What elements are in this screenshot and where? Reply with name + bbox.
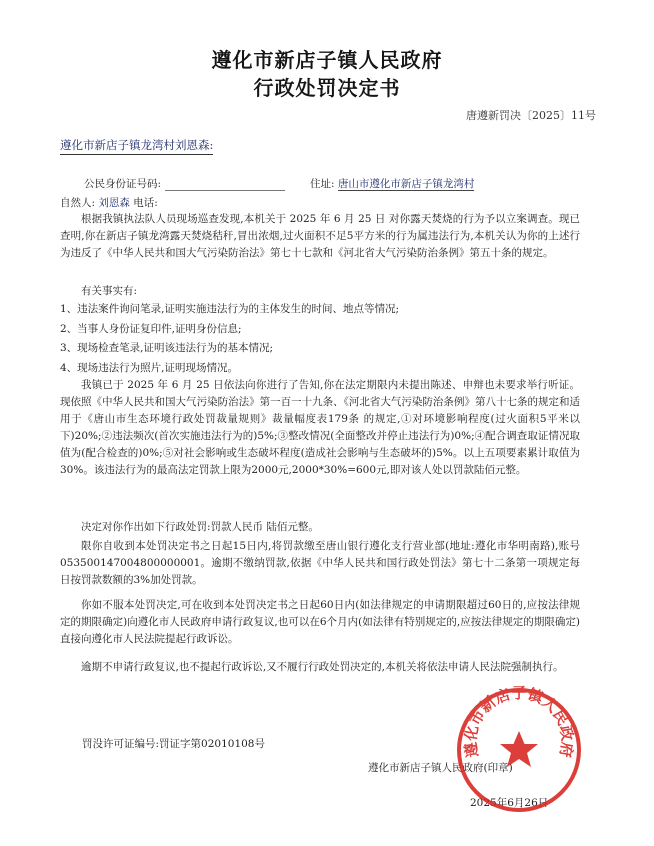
address-row [310, 176, 474, 191]
appeal-paragraph: 你如不服本处罚决定,可在收到本处罚决定书之日起60日内(如法律规定的申请期限超过60日的,应按法律规定的期限确定)向遵化市人民政府申请行政复议,也可以在6个月内(如法律有特别规定的,应按法律规定的期限确定)直接向遵化市人民法院提起行政诉讼。 [60, 599, 580, 645]
document-number: 唐遵新罚决〔2025〕11号 [466, 109, 596, 122]
legal-basis-paragraph: 我镇已于 2025 年 6 月 25 日依法向你进行了告知,你在法定期限内未提出陈述、申辩也未要求举行听证。现依照《中华人民共和国大气污染防治法》第一百一十九条、《河北省大气污染防治条例》第八十七条的规定和适用于《唐山市生态环境行政处罚裁量规则》裁量幅度表179条 的规定,①对环境影响程度(过火面积5平米以下)20%;②违法频次(首次实施违法行为的)5%;③整改情况(全面整改并停止违法行为)0%;④配合调查取证情况取值为(配合检查的)0%;⑤对社会影响或生态破坏程度(造成社会影响与生态破坏的)5%。以上五项要素累计取值为30%。该违法行为的最高法定罚款上限为2000元,2000*30%=600元,即对该人处以罚款陆佰元整。 [60, 379, 580, 476]
evidence-list [60, 300, 399, 378]
finding-paragraph: 根据我镇执法队人员现场巡查发现,本机关于 2025 年 6 月 25 日 对你露天焚烧的行为予以立案调查。现已查明,你在新店子镇龙湾露天焚烧秸秆,冒出浓烟,过火面积不足5平方米的行为属违法行为,本机关认为你的上述行为违反了《中华人民共和国大气污染防治法》第七十七款和《河北省大气污染防治条例》第五十条的规定。 [60, 213, 580, 259]
person-row [60, 195, 158, 210]
enforcement-paragraph: 逾期不申请行政复议,也不提起行政诉讼,又不履行行政处罚决定的,本机关将依法申请人民法院强制执行。 [81, 661, 564, 673]
decision-line: 决定对你作出如下行政处罚:罚款人民币 陆佰元整。 [81, 521, 319, 533]
payment-paragraph: 限你自收到本处罚决定书之日起15日内,将罚款缴至唐山银行遵化支行营业部(地址:遵化市华明南路),账号053500147004800000001。逾期不缴纳罚款,依据《中华人民共和国行政处罚法》第七十二条第一项规定每日按罚款数额的3%加处罚款。 [60, 540, 580, 586]
permit-number: 罚没许可证编号:罚证字第02010108号 [82, 738, 265, 750]
evidence-item: 1、违法案件询问笔录,证明实施违法行为的主体发生的时间、地点等情况; [60, 303, 400, 315]
address-label: 住址: [310, 178, 335, 190]
person-name: 刘恩森 [98, 197, 130, 209]
official-seal-icon [452, 683, 586, 817]
seal-star-icon [500, 731, 538, 767]
person-label: 自然人: [60, 197, 96, 209]
address-value: 唐山市遵化市新店子镇龙湾村 [337, 178, 475, 190]
issuing-authority-title: 遵化市新店子镇人民政府 [211, 48, 443, 72]
document-title: 行政处罚决定书 [253, 76, 401, 100]
phone-label: 电话: [133, 197, 158, 209]
signature-organization: 遵化市新店子镇人民政府(印章) [368, 762, 513, 774]
addressee: 遵化市新店子镇龙湾村刘恩森: [60, 137, 213, 155]
signature-date: 2025年6月26日 [470, 797, 549, 809]
evidence-item: 4、现场违法行为照片,证明现场情况。 [60, 361, 239, 374]
evidence-item: 3、现场检查笔录,证明该违法行为的基本情况; [60, 342, 274, 354]
citizen-id-row [84, 176, 285, 191]
citizen-id-blank [165, 178, 285, 191]
evidence-heading: 有关事实有: [81, 285, 138, 297]
evidence-item: 2、当事人身份证复印件,证明身份信息; [60, 322, 242, 335]
citizen-id-label: 公民身份证号码: [84, 178, 162, 190]
seal-text: 遵化市新店子镇人民政府 [461, 684, 577, 759]
